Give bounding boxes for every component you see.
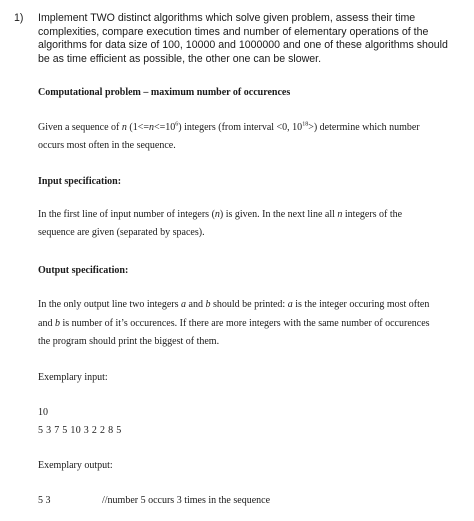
- example-input-count: 10: [38, 407, 48, 418]
- example-output-heading: Exemplary output:: [38, 460, 113, 471]
- output-spec-line-3: the program should print the biggest of them.: [38, 336, 220, 347]
- example-output-comment: //number 5 occurs 3 times in the sequence: [102, 495, 271, 506]
- task-description: [14, 12, 460, 66]
- problem-line-1: Given a sequence of n $(1<=n<=10^6)$ integers (from interval <0, $10^{18}>$) determine which number: [38, 121, 420, 133]
- example-output-line: [38, 492, 464, 510]
- input-spec-heading: Input specification:: [38, 176, 122, 187]
- problem-heading: Computational problem – maximum number of occurences: [38, 87, 291, 98]
- output-spec-line-2: and b is number of it’s occurences. If there are more integers with the same number of occurences: [38, 318, 430, 329]
- example-input-sequence: 5 3 7 5 10 3 2 2 8 5: [38, 425, 122, 436]
- output-spec-heading: Output specification:: [38, 265, 129, 276]
- task-number: 1): [14, 12, 24, 24]
- task-text: Implement TWO distinct algorithms which solve given problem, assess their time complexities, compare execution times and number of elementary operations of the algorithms for data size of 100, 10000 and 1000000 and one of these algorithms should be as time efficient as possible, the other one can be slower.: [38, 12, 448, 65]
- example-input-heading: Exemplary input:: [38, 372, 108, 383]
- input-spec-line-1: In the first line of input number of integers (n) is given. In the next line all n integers of the: [38, 209, 403, 220]
- problem-line-2: occurs most often in the sequence.: [38, 140, 176, 151]
- output-spec-line-1: In the only output line two integers a and b should be printed: a is the integer occuring most often: [38, 299, 430, 310]
- input-spec-line-2: sequence are given (separated by spaces).: [38, 227, 205, 238]
- example-output-result: 5 3: [38, 495, 51, 506]
